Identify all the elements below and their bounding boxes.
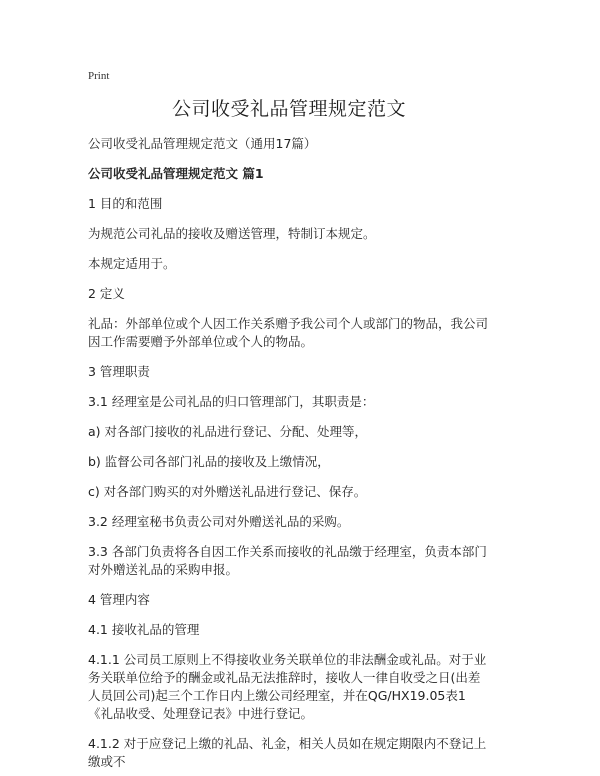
paragraph-8: a) 对各部门接收的礼品进行登记、分配、处理等， bbox=[88, 424, 368, 439]
paragraph-11: 3.2 经理室秘书负责公司对外赠送礼品的采购。 bbox=[88, 514, 350, 529]
paragraph-1: 1 目的和范围 bbox=[88, 196, 163, 211]
paragraph-2: 为规范公司礼品的接收及赠送管理，特制订本规定。 bbox=[88, 226, 376, 241]
paragraph-4: 2 定义 bbox=[88, 286, 125, 301]
print-label[interactable]: Print bbox=[88, 70, 110, 82]
paragraph-10: c) 对各部门购买的对外赠送礼品进行登记、保存。 bbox=[88, 484, 367, 499]
section-heading: 公司收受礼品管理规定范文 篇1 bbox=[88, 166, 264, 181]
paragraph-3: 本规定适用于。 bbox=[88, 256, 176, 271]
paragraph-15: 4.1.1 公司员工原则上不得接收业务关联单位的非法酬金或礼品。对于业务关联单位给予的酬金或礼品无法推辞时，接收人一律自收受之日(出差人员回公司)起三个工作日内上缴公司经理室，并在QG/HX19.05表1《礼品收受、处理登记表》中进行登记。 bbox=[88, 652, 487, 721]
paragraph-7: 3.1 经理室是公司礼品的归口管理部门，其职责是： bbox=[88, 394, 375, 409]
document-subtitle: 公司收受礼品管理规定范文（通用17篇） bbox=[88, 136, 317, 151]
paragraph-14: 4.1 接收礼品的管理 bbox=[88, 622, 200, 637]
document-title: 公司收受礼品管理规定范文 bbox=[171, 98, 406, 120]
paragraph-12: 3.3 各部门负责将各自因工作关系而接收的礼品缴于经理室，负责本部门对外赠送礼品的采购申报。 bbox=[88, 544, 487, 577]
paragraph-9: b) 监督公司各部门礼品的接收及上缴情况， bbox=[88, 454, 330, 469]
paragraph-16: 4.1.2 对于应登记上缴的礼品、礼金，相关人员如在规定期限内不登记上缴或不 bbox=[88, 736, 487, 769]
paragraph-13: 4 管理内容 bbox=[88, 592, 150, 607]
paragraph-6: 3 管理职责 bbox=[88, 364, 150, 379]
paragraph-5: 礼品：外部单位或个人因工作关系赠予我公司个人或部门的物品，我公司因工作需要赠予外部单位或个人的物品。 bbox=[88, 316, 489, 349]
